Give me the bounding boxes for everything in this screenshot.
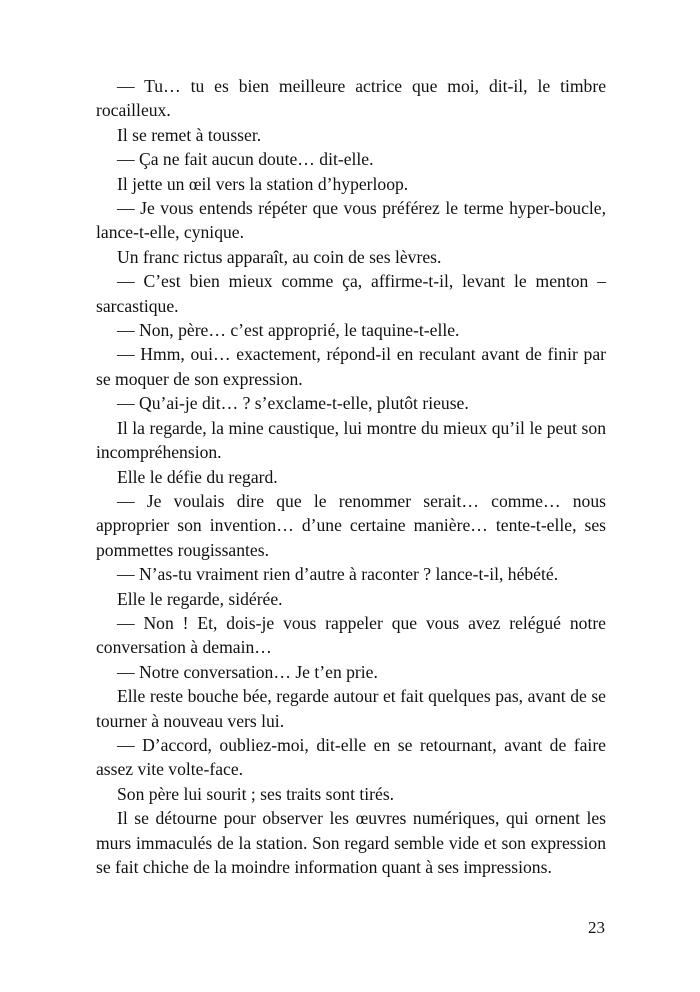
paragraph: — Notre conversation… Je t’en prie. [117, 661, 378, 682]
page-text [96, 74, 606, 879]
paragraph: Il jette un œil vers la station d’hyperloop. [117, 173, 409, 194]
paragraph: Il la regarde, la mine caustique, lui montre du mieux qu’il le peut son incompréhension. [96, 417, 606, 463]
paragraph: Son père lui sourit ; ses traits sont tirés. [117, 783, 395, 804]
paragraph: — Qu’ai-je dit… ? s’exclame-t-elle, plutôt rieuse. [117, 393, 469, 414]
paragraph: — D’accord, oubliez-moi, dit-elle en se retournant, avant de faire assez vite volte-face. [96, 734, 606, 780]
paragraph: — Tu… tu es bien meilleure actrice que moi, dit-il, le timbre rocailleux. [96, 76, 606, 121]
paragraph: Elle reste bouche bée, regarde autour et fait quelques pas, avant de se tourner à nouveau vers lui. [96, 686, 606, 731]
paragraph: — Ça ne fait aucun doute… dit-elle. [117, 149, 374, 170]
paragraph: — Non ! Et, dois-je vous rappeler que vous avez relégué notre conversation à demain… [96, 612, 606, 658]
page-number: 23 [588, 918, 605, 937]
paragraph: — Non, père… c’est approprié, le taquine-t-elle. [117, 320, 460, 341]
paragraph: Un franc rictus apparaît, au coin de ses lèvres. [117, 246, 442, 267]
paragraph: Il se remet à tousser. [117, 124, 262, 145]
paragraph: Il se détourne pour observer les œuvres numériques, qui ornent les murs immaculés de la station. Son regard semble vide et son expression se fait chiche de la moindre information quant à ses impressions. [96, 808, 606, 877]
paragraph: Elle le défie du regard. [117, 466, 278, 487]
paragraph: — C’est bien mieux comme ça, affirme-t-il, levant le menton – sarcastique. [96, 271, 606, 316]
paragraph: — N’as-tu vraiment rien d’autre à raconter ? lance-t-il, hébété. [117, 564, 559, 585]
paragraph: Elle le regarde, sidérée. [117, 588, 283, 609]
paragraph: — Je vous entends répéter que vous préférez le terme hyper-boucle, lance-t-elle, cynique. [96, 198, 606, 243]
paragraph: — Hmm, oui… exactement, répond-il en reculant avant de finir par se moquer de son expression. [96, 344, 606, 389]
paragraph: — Je voulais dire que le renommer serait… comme… nous approprier son invention… d’une certaine manière… tente-t-elle, ses pommettes rougissantes. [96, 490, 606, 560]
